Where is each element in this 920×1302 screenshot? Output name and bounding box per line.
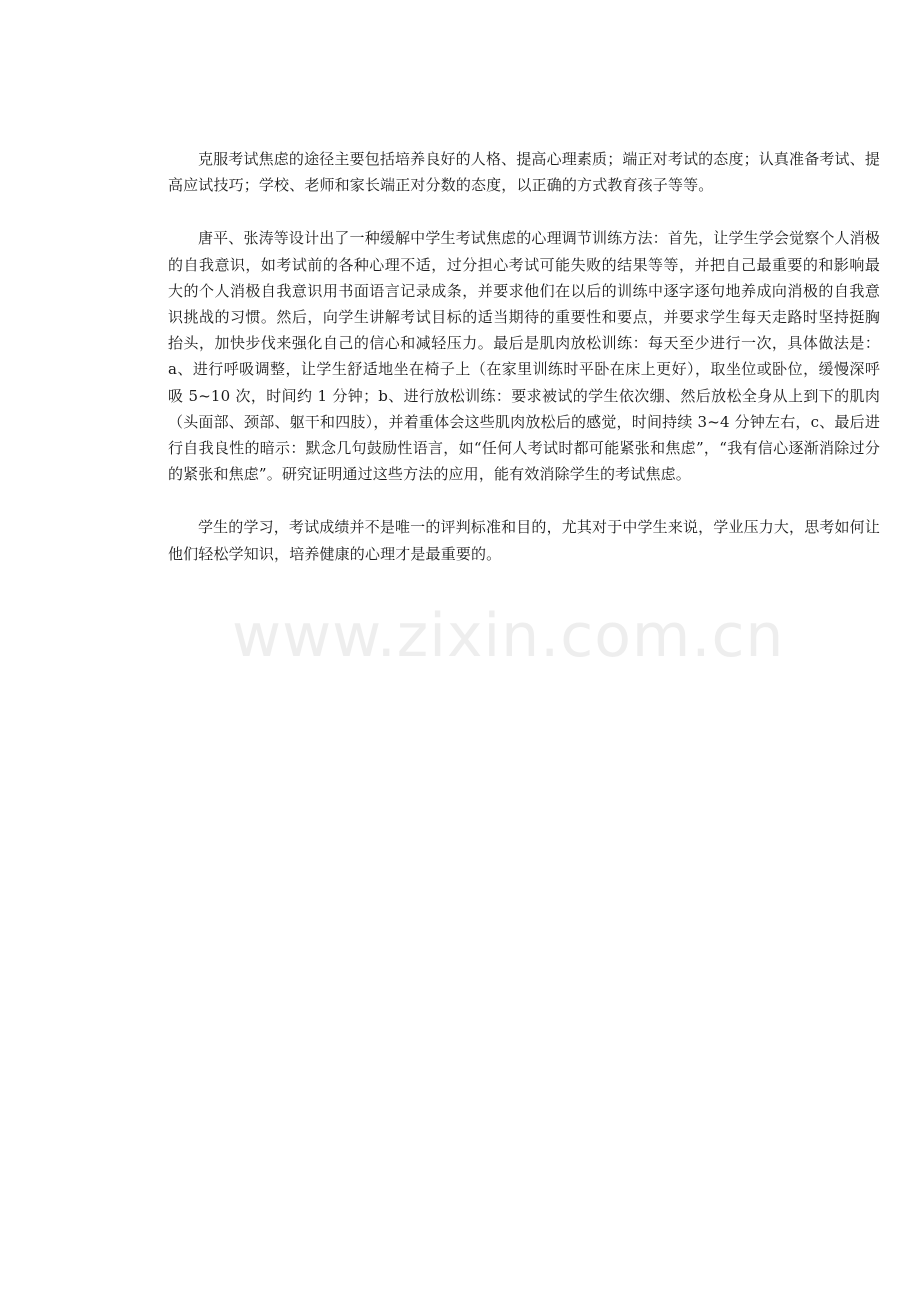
document-body bbox=[168, 146, 880, 567]
paragraph-coping-methods: 克服考试焦虑的途径主要包括培养良好的人格、提高心理素质；端正对考试的态度；认真准备考试、提高应试技巧；学校、老师和家长端正对分数的态度，以正确的方式教育孩子等等。 bbox=[168, 150, 880, 195]
watermark: www.zixin.com.cn bbox=[232, 601, 785, 671]
paragraph-conclusion: 学生的学习，考试成绩并不是唯一的评判标准和目的，尤其对于中学生来说，学业压力大，思考如何让他们轻松学知识，培养健康的心理才是最重要的。 bbox=[168, 518, 880, 563]
paragraph-training-method: 唐平、张涛等设计出了一种缓解中学生考试焦虑的心理调节训练方法：首先，让学生学会觉察个人消极的自我意识，如考试前的各种心理不适，过分担心考试可能失败的结果等等，并把自己最重要的和影响最大的个人消极自我意识用书面语言记录成条，并要求他们在以后的训练中逐字逐句地养成向消极的自我意识挑战的习惯。然后，向学生讲解考试目标的适当期待的重要性和要点，并要求学生每天走路时坚持挺胸抬头，加快步伐来强化自己的信心和减轻压力。最后是肌肉放松训练：每天至少进行一次，具体做法是：a、进行呼吸调整，让学生舒适地坐在椅子上（在家里训练时平卧在床上更好），取坐位或卧位，缓慢深呼吸 5~10 次，时间约 1 分钟；b、进行放松训练：要求被试的学生依次绷、然后放松全身从上到下的肌肉（头面部、颈部、躯干和四肢），并着重体会这些肌肉放松后的感觉，时间持续 3~4 分钟左右，c、最后进行自我良性的暗示：默念几句鼓励性语言，如“任何人考试时都可能紧张和焦虑”，“我有信心逐渐消除过分的紧张和焦虑”。研究证明通过这些方法的应用，能有效消除学生的考试焦虑。 bbox=[168, 229, 880, 484]
